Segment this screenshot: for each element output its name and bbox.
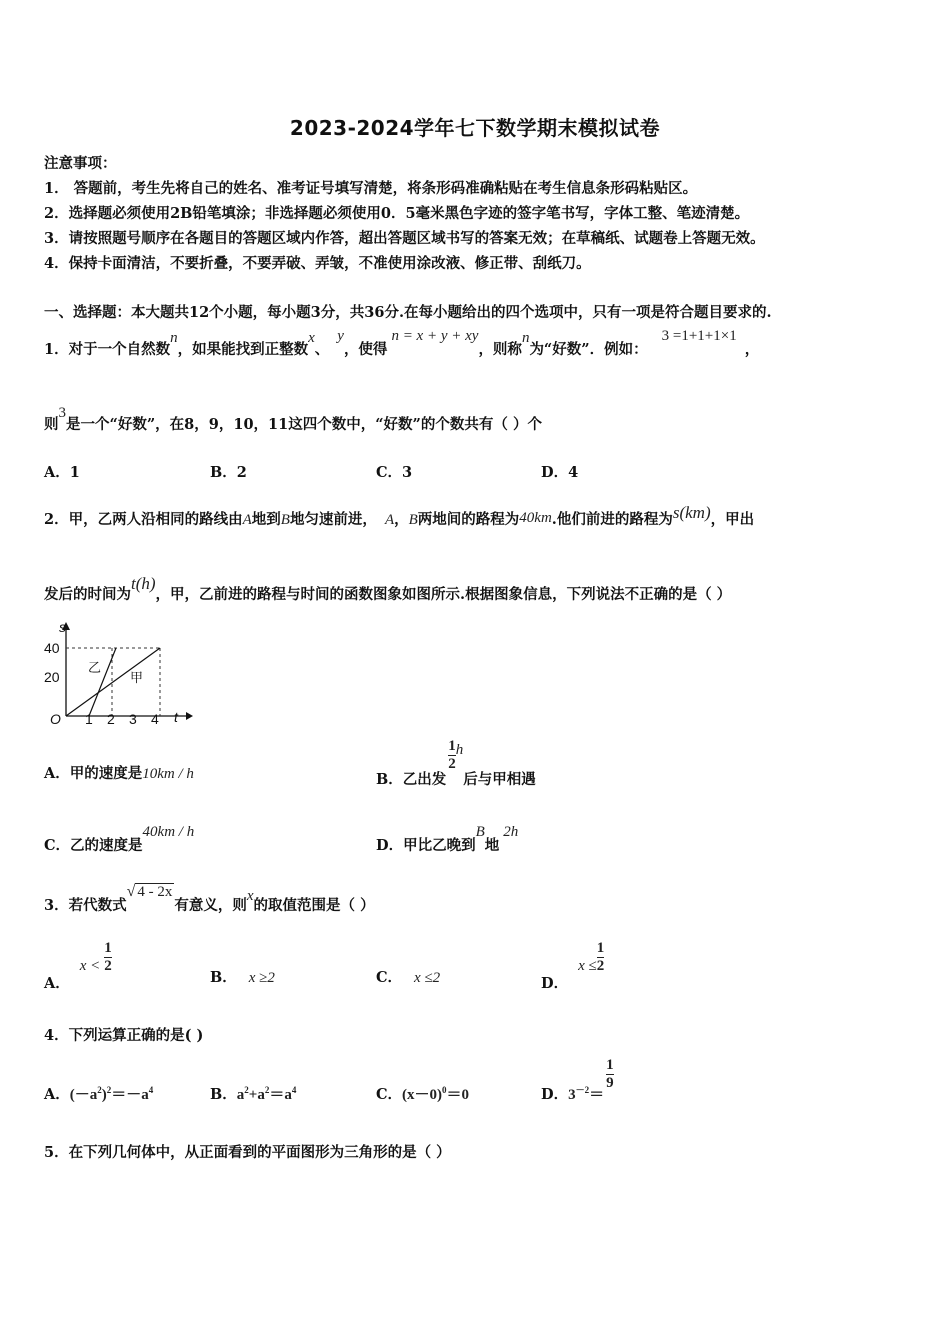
q3-option-b[interactable]: B． x ≥2 <box>210 969 275 986</box>
q4-option-a[interactable]: A．$(-a^2)^2=-a^4$ <box>44 1085 154 1103</box>
q1-text: 1．对于一个自然数 <box>44 341 171 358</box>
series-label-yi: 乙 <box>88 660 102 675</box>
x-tick-label: 1 <box>85 711 93 727</box>
x-tick-label: 2 <box>107 711 115 727</box>
x-axis-arrow-icon <box>186 712 193 720</box>
q4-option-b[interactable]: B．$a^2+a^2=a^4$ <box>210 1085 297 1103</box>
y-tick-label: 40 <box>44 640 60 656</box>
q2-stem-line1: 2．甲，乙两人沿相同的路线由A地到B地匀速前进， A，B两地间的路程为40km.他们前进的路程为s(km)，甲出 <box>44 503 755 528</box>
q1-text: ，使得 <box>343 341 388 358</box>
x-tick-label: 4 <box>151 711 159 727</box>
q1-text: ，则称 <box>478 341 522 358</box>
q1-example: 3 =1+1+1×1 <box>661 328 737 344</box>
q4-option-c[interactable]: C．$(x-0)^0=0$ <box>376 1085 470 1103</box>
series-yi <box>89 648 116 716</box>
notice-item: 3．请按照题号顺序在各题目的答题区域内作答，超出答题区域书写的答案无效；在草稿纸、试题卷上答题无效。 <box>44 230 765 247</box>
x-axis-label: t <box>174 709 178 725</box>
q2-option-c[interactable]: C．乙的速度是40km / h <box>44 824 195 854</box>
section-heading: 一、选择题：本大题共12个小题，每小题3分，共36分.在每小题给出的四个选项中，只有一项是符合题目要求的. <box>44 304 772 321</box>
q1-option-b[interactable]: B．2 <box>210 464 247 481</box>
y-axis-label: s <box>59 620 66 635</box>
page-title: 2023-2024学年七下数学期末模拟试卷 <box>289 116 661 140</box>
q2-option-d[interactable]: D．甲比乙晚到B地2h <box>376 824 519 854</box>
q1-var-x: x <box>308 330 315 346</box>
series-jia <box>66 648 160 716</box>
q1-option-d[interactable]: D．4 <box>541 464 579 481</box>
q5-stem: 5．在下列几何体中，从正面看到的平面图形为三角形的是（ ） <box>44 1144 451 1161</box>
q1-stem-line2 <box>44 405 542 434</box>
q2-option-c-value: 40km / h <box>142 824 195 840</box>
q2-option-a-value: 10km / h <box>142 766 194 782</box>
notice-item: 1． 答题前，考生先将自己的姓名、准考证号填写清楚，将条形码准确粘贴在考生信息条形码粘贴区。 <box>44 180 698 197</box>
q2-var-t: t(h) <box>131 574 156 593</box>
q2-point-b: B <box>280 512 290 528</box>
q1-option-a[interactable]: A．1 <box>44 464 80 481</box>
q2-stem-line2: 发后的时间为t(h)，甲，乙前进的路程与时间的函数图象如图所示.根据图象信息，下列说法不正确的是（ ） <box>44 574 732 603</box>
q2-point-a: A <box>242 512 252 528</box>
y-tick-label: 20 <box>44 669 60 685</box>
q2-point-a: A <box>384 512 395 528</box>
q2-option-b[interactable]: B．乙出发 $\frac{1}{2}$ h后与甲相遇 <box>376 738 536 788</box>
q1-option-c[interactable]: C．3 <box>376 464 413 481</box>
q2-distance: 40km <box>519 510 552 526</box>
q4-stem: 4．下列运算正确的是( ) <box>44 1027 204 1044</box>
series-label-jia: 甲 <box>130 670 144 685</box>
q1-stem-line1 <box>44 328 760 359</box>
q2-option-b-fraction: $\frac{1}{2}$ <box>448 738 456 772</box>
q1-text: ， <box>744 341 760 358</box>
q3-radical: √ 4 - 2x <box>126 883 173 900</box>
q1-text: 、 <box>314 341 330 358</box>
q1-equation: n = x + y + xy <box>391 328 479 344</box>
q1-text: ，如果能找到正整数 <box>177 341 309 358</box>
q2-option-a[interactable]: A．甲的速度是10km / h <box>44 765 194 782</box>
q4-option-d[interactable]: D．$3^{-2}=$ $\frac{1}{9}$ <box>541 1057 614 1103</box>
q1-text: 则 <box>44 416 59 433</box>
notice-item: 2．选择题必须使用2B铅笔填涂；非选择题必须使用0．5毫米黑色字迹的签字笔书写，字体工整、笔迹清楚。 <box>44 205 750 222</box>
q3-option-a[interactable]: A．x < $\frac{1}{2}$ <box>44 940 112 992</box>
q2-var-s: s(km) <box>672 503 711 522</box>
q2-point-b: B <box>408 512 418 528</box>
q3-option-d[interactable]: D．x ≤ $\frac{1}{2}$ <box>541 940 605 992</box>
q2-distance-time-graph <box>44 620 194 730</box>
x-tick-label: 3 <box>129 711 137 727</box>
notice-item: 4．保持卡面清洁，不要折叠，不要弄破、弄皱，不准使用涂改液、修正带、刮纸刀。 <box>44 255 591 272</box>
q1-text: 为“好数”．例如： <box>529 341 648 358</box>
q1-var-n: n <box>170 330 178 346</box>
q3-option-c[interactable]: C． x ≤2 <box>376 969 441 986</box>
q1-var-n: n <box>521 330 530 346</box>
origin-label: O <box>50 711 61 727</box>
q1-var-y: y <box>337 328 344 344</box>
q1-text: 是一个“好数”，在8，9，10，11这四个数中，“好数”的个数共有（ ）个 <box>66 416 542 433</box>
q1-three: 3 <box>58 405 66 421</box>
notice-heading: 注意事项： <box>44 155 117 172</box>
q3-stem: 3．若代数式√ 4 - 2x有意义，则x的取值范围是（ ） <box>44 883 375 914</box>
